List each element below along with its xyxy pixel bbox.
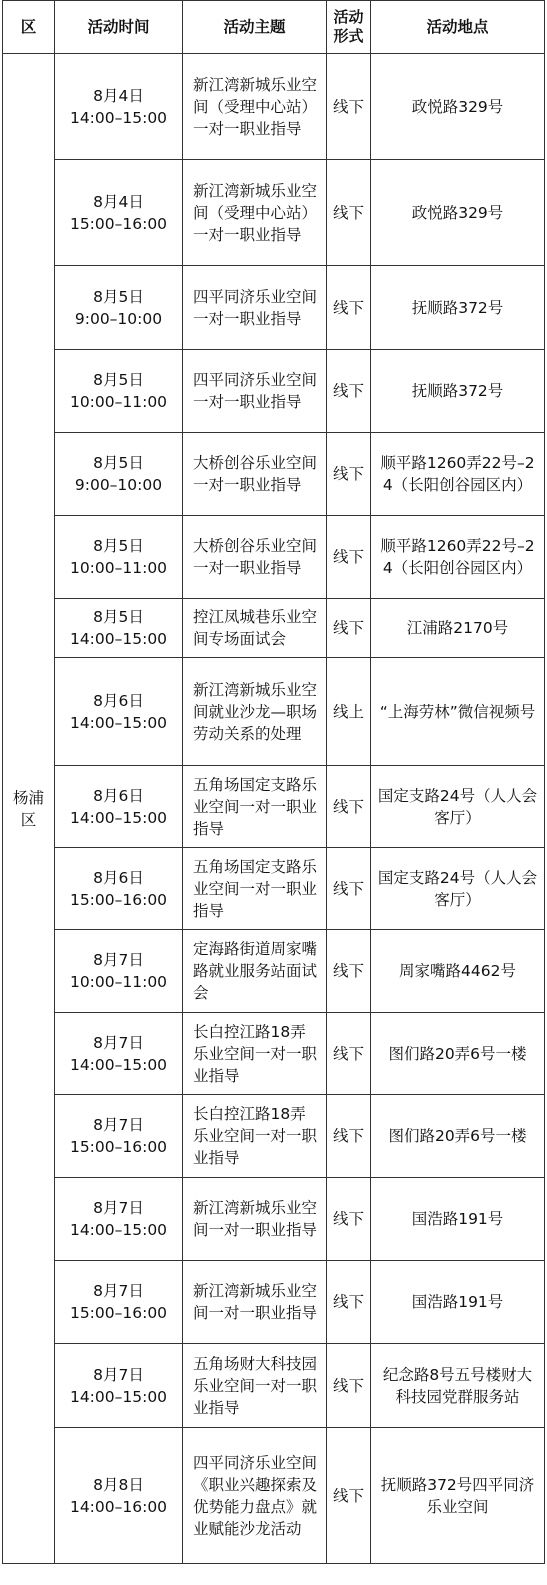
time-cell <box>55 599 183 658</box>
date-text: 8月6日 <box>93 786 144 805</box>
place-cell: 纪念路8号五号楼财大科技园党群服务站 <box>371 1344 545 1428</box>
hours-text: 14:00–15:00 <box>69 1055 168 1074</box>
form-cell: 线下 <box>327 516 371 599</box>
table-row <box>3 766 545 848</box>
table-row <box>3 350 545 433</box>
time-cell <box>55 516 183 599</box>
time-cell <box>55 848 183 930</box>
topic-cell: 大桥创谷乐业空间一对一职业指导 <box>183 433 327 516</box>
hours-text: 14:00–15:00 <box>69 630 168 648</box>
table-row <box>3 658 545 766</box>
topic-cell: 长白控江路18弄乐业空间一对一职业指导 <box>183 1013 327 1095</box>
hours-text: 10:00–11:00 <box>69 559 168 577</box>
date-text: 8月7日 <box>93 1282 144 1300</box>
form-cell: 线下 <box>327 1428 371 1564</box>
time-cell <box>55 433 183 516</box>
date-text: 8月5日 <box>93 371 144 389</box>
date-text: 8月4日 <box>93 86 144 105</box>
topic-cell: 新江湾新城乐业空间一对一职业指导 <box>183 1261 327 1344</box>
place-cell: 江浦路2170号 <box>371 599 545 658</box>
topic-cell: 大桥创谷乐业空间一对一职业指导 <box>183 516 327 599</box>
topic-cell: 四平同济乐业空间一对一职业指导 <box>183 266 327 350</box>
date-text: 8月5日 <box>93 454 144 472</box>
hours-text: 14:00–16:00 <box>69 1497 168 1516</box>
form-cell: 线下 <box>327 266 371 350</box>
form-cell: 线下 <box>327 599 371 658</box>
table-body <box>3 54 545 1564</box>
place-cell: 国浩路191号 <box>371 1261 545 1344</box>
table-row <box>3 1095 545 1178</box>
form-cell: 线上 <box>327 658 371 766</box>
form-cell: 线下 <box>327 1178 371 1261</box>
form-cell: 线下 <box>327 1261 371 1344</box>
table-row <box>3 433 545 516</box>
date-text: 8月5日 <box>93 608 144 626</box>
table-row <box>3 1178 545 1261</box>
header-form: 活动形式 <box>327 1 371 54</box>
date-text: 8月8日 <box>93 1475 144 1494</box>
hours-text: 10:00–11:00 <box>69 973 168 991</box>
hours-text: 15:00–16:00 <box>69 1138 168 1156</box>
district-cell: 杨浦区 <box>3 54 55 1564</box>
table-row <box>3 1013 545 1095</box>
time-cell <box>55 160 183 266</box>
table-row <box>3 516 545 599</box>
table-row <box>3 1344 545 1428</box>
place-cell: 国定支路24号（人人会客厅） <box>371 766 545 848</box>
header-place: 活动地点 <box>371 1 545 54</box>
topic-cell: 定海路街道周家嘴路就业服务站面试会 <box>183 930 327 1013</box>
hours-text: 15:00–16:00 <box>69 214 168 233</box>
time-cell <box>55 266 183 350</box>
topic-cell: 控江凤城巷乐业空间专场面试会 <box>183 599 327 658</box>
time-cell <box>55 1095 183 1178</box>
form-cell: 线下 <box>327 848 371 930</box>
place-cell: 图们路20弄6号一楼 <box>371 1095 545 1178</box>
date-text: 8月6日 <box>93 868 144 887</box>
hours-text: 10:00–11:00 <box>69 393 168 411</box>
place-cell: 图们路20弄6号一楼 <box>371 1013 545 1095</box>
date-text: 8月7日 <box>93 1199 144 1217</box>
form-cell: 线下 <box>327 930 371 1013</box>
form-cell: 线下 <box>327 766 371 848</box>
hours-text: 14:00–15:00 <box>69 1387 168 1406</box>
hours-text: 14:00–15:00 <box>69 713 168 732</box>
place-cell: 周家嘴路4462号 <box>371 930 545 1013</box>
topic-cell: 五角场国定支路乐业空间一对一职业指导 <box>183 766 327 848</box>
date-text: 8月5日 <box>93 287 144 306</box>
topic-cell: 新江湾新城乐业空间（受理中心站）一对一职业指导 <box>183 54 327 160</box>
hours-text: 9:00–10:00 <box>74 476 163 494</box>
time-cell <box>55 350 183 433</box>
date-text: 8月7日 <box>93 1116 144 1134</box>
hours-text: 9:00–10:00 <box>74 309 163 328</box>
table-row <box>3 930 545 1013</box>
header-row <box>3 1 545 54</box>
time-cell <box>55 54 183 160</box>
table-row <box>3 160 545 266</box>
table-row <box>3 1428 545 1564</box>
table-row <box>3 1261 545 1344</box>
activity-schedule-table <box>2 0 545 1564</box>
form-cell: 线下 <box>327 1013 371 1095</box>
date-text: 8月7日 <box>93 1365 144 1384</box>
time-cell <box>55 1344 183 1428</box>
place-cell: 国定支路24号（人人会客厅） <box>371 848 545 930</box>
topic-cell: 长白控江路18弄乐业空间一对一职业指导 <box>183 1095 327 1178</box>
form-cell: 线下 <box>327 160 371 266</box>
hours-text: 15:00–16:00 <box>69 1304 168 1322</box>
header-topic: 活动主题 <box>183 1 327 54</box>
topic-cell: 新江湾新城乐业空间（受理中心站）一对一职业指导 <box>183 160 327 266</box>
place-cell: 抚顺路372号四平同济乐业空间 <box>371 1428 545 1564</box>
place-cell: 抚顺路372号 <box>371 350 545 433</box>
date-text: 8月4日 <box>93 192 144 211</box>
date-text: 8月7日 <box>93 951 144 969</box>
time-cell <box>55 658 183 766</box>
hours-text: 14:00–15:00 <box>69 108 168 127</box>
topic-cell: 新江湾新城乐业空间一对一职业指导 <box>183 1178 327 1261</box>
form-cell: 线下 <box>327 433 371 516</box>
place-cell: “上海劳林”微信视频号 <box>371 658 545 766</box>
time-cell <box>55 1261 183 1344</box>
time-cell <box>55 1428 183 1564</box>
hours-text: 14:00–15:00 <box>69 1221 168 1239</box>
topic-cell: 新江湾新城乐业空间就业沙龙—职场劳动关系的处理 <box>183 658 327 766</box>
time-cell <box>55 766 183 848</box>
topic-cell: 四平同济乐业空间《职业兴趣探索及优势能力盘点》就业赋能沙龙活动 <box>183 1428 327 1564</box>
table-row <box>3 848 545 930</box>
topic-cell: 五角场财大科技园乐业空间一对一职业指导 <box>183 1344 327 1428</box>
place-cell: 国浩路191号 <box>371 1178 545 1261</box>
topic-cell: 四平同济乐业空间一对一职业指导 <box>183 350 327 433</box>
time-cell <box>55 1013 183 1095</box>
date-text: 8月6日 <box>93 691 144 710</box>
time-cell <box>55 1178 183 1261</box>
time-cell <box>55 930 183 1013</box>
header-district: 区 <box>3 1 55 54</box>
form-cell: 线下 <box>327 1344 371 1428</box>
place-cell: 政悦路329号 <box>371 54 545 160</box>
table-row <box>3 599 545 658</box>
hours-text: 14:00–15:00 <box>69 808 168 827</box>
date-text: 8月7日 <box>93 1033 144 1052</box>
form-cell: 线下 <box>327 1095 371 1178</box>
hours-text: 15:00–16:00 <box>69 890 168 909</box>
table-row <box>3 54 545 160</box>
place-cell: 政悦路329号 <box>371 160 545 266</box>
header-time: 活动时间 <box>55 1 183 54</box>
place-cell: 抚顺路372号 <box>371 266 545 350</box>
place-cell: 顺平路1260弄22号–24（长阳创谷园区内） <box>371 516 545 599</box>
date-text: 8月5日 <box>93 537 144 555</box>
form-cell: 线下 <box>327 350 371 433</box>
form-cell: 线下 <box>327 54 371 160</box>
table-row <box>3 266 545 350</box>
place-cell: 顺平路1260弄22号–24（长阳创谷园区内） <box>371 433 545 516</box>
topic-cell: 五角场国定支路乐业空间一对一职业指导 <box>183 848 327 930</box>
